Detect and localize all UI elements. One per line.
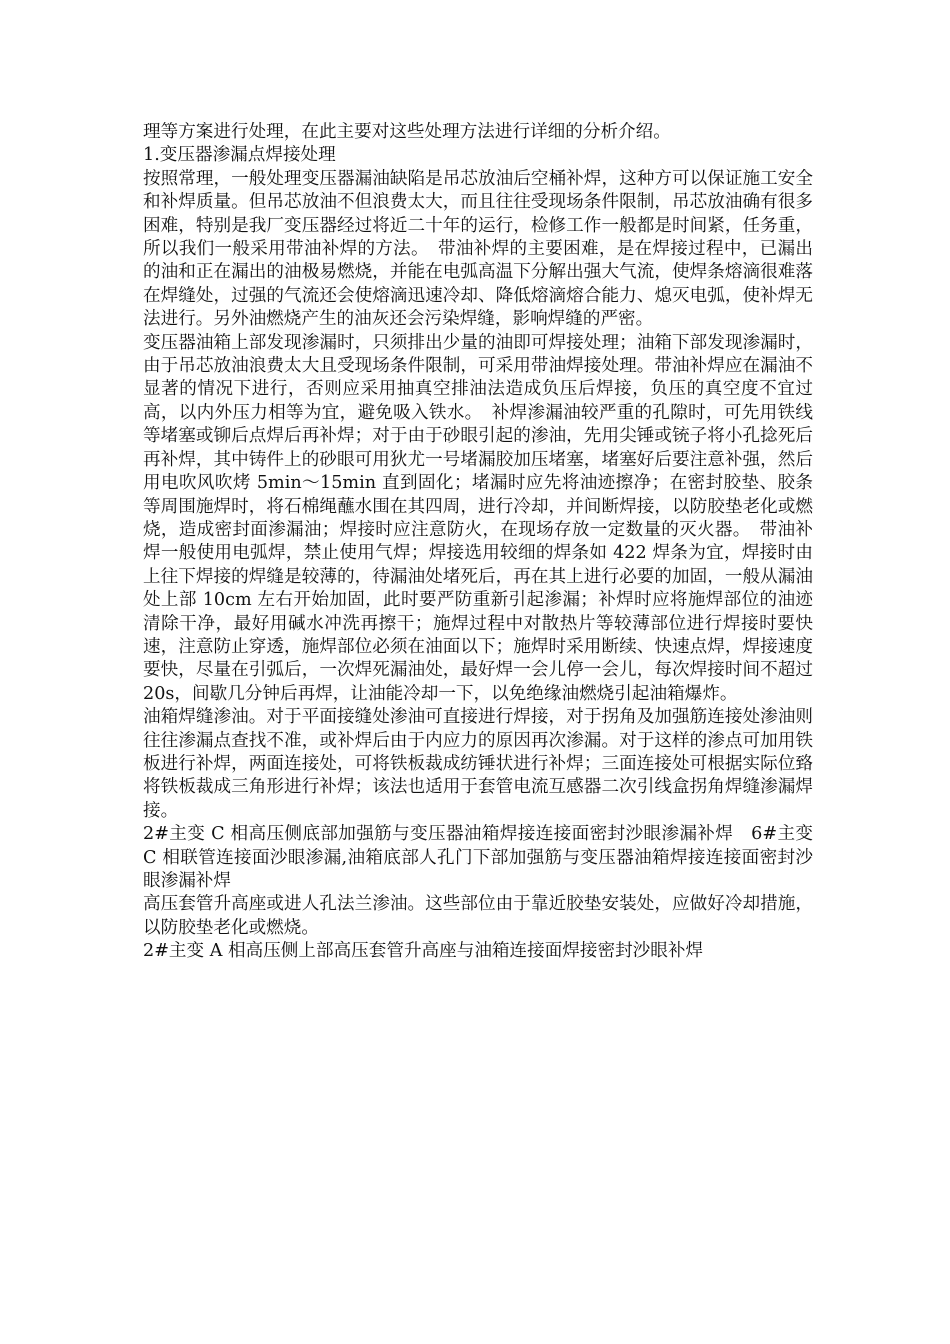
paragraph-tank-leak-procedure: 变压器油箱上部发现渗漏时，只须排出少量的油即可焊接处理；油箱下部发现渗漏时，由于吊芯放油浪费太大且受现场条件限制，可采用带油焊接处理。带油补焊应在漏油不显著的情况下进行，否则应采用抽真空排油法造成负压后焊接，负压的真空度不宜过高，以内外压力相等为宜，避免吸入铁水。 补焊渗漏油较严重的孔隙时，可先用铁线等堵塞或铆后点焊后再补焊；对于由于砂眼引起的渗油，先用尖锤或铳子将小孔捻死后再补焊，其中铸件上的砂眼可用狄尤一号堵漏胶加压堵塞，堵塞好后要注意补强，然后用电吹风吹烤 5min～15min 直到固化；堵漏时应先将油迹擦净；在密封胶垫、胶条等周围施焊时，将石棉绳蘸水围在其四周，进行冷却，并间断焊接，以防胶垫老化或燃烧，造成密封面渗漏油；焊接时应注意防火，在现场存放一定数量的灭火器。 带油补焊一般使用电弧焊，禁止使用气焊；焊接选用较细的焊条如 422 焊条为宜，焊接时由上往下焊接的焊缝是较薄的，待漏油处堵死后，再在其上进行必要的加固，一般从漏油处上部 10cm 左右开始加固，此时要严防重新引起渗漏；补焊时应将施焊部位的油迹清除干净，最好用碱水冲洗再擦干；施焊过程中对散热片等较薄部位进行焊接时要快速，注意防止穿透，施焊部位必须在油面以下；施焊时采用断续、快速点焊，焊接速度要快，尽量在引弧后，一次焊死漏油处，最好焊一会儿停一会儿，每次焊接时间不超过 20s，间歇几分钟后再焊，让油能冷却一下，以免绝缘油燃烧引起油箱爆炸。 (143, 332, 813, 704)
paragraph-photo-caption-1: 2#主变 C 相高压侧底部加强筋与变压器油箱焊接连接面密封沙眼渗漏补焊 6#主变 C 相联管连接面沙眼渗漏,油箱底部人孔门下部加强筋与变压器油箱焊接连接面密封沙眼渗漏补焊 (143, 824, 813, 891)
paragraph-weld-seam-leak: 油箱焊缝渗油。对于平面接缝处渗油可直接进行焊接，对于拐角及加强筋连接处渗油则往往渗漏点查找不准，或补焊后由于内应力的原因再次渗漏。对于这样的渗点可加用铁板进行补焊，两面连接处，可将铁板裁成纺锤状进行补焊；三面连接处可根据实际位臵将铁板裁成三角形进行补焊；该法也适用于套管电流互感器二次引线盒拐角焊缝渗漏焊接。 (143, 707, 813, 821)
section-heading: 1.变压器渗漏点焊接处理 (143, 145, 336, 166)
paragraph-oil-filled-welding: 按照常理，一般处理变压器漏油缺陷是吊芯放油后空桶补焊，这种方可以保证施工安全和补焊质量。但吊芯放油不但浪费太大，而且往往受现场条件限制，吊芯放油确有很多困难，特别是我厂变压器经过将近二十年的运行，检修工作一般都是时间紧，任务重，所以我们一般采用带油补焊的方法。 带油补焊的主要困难，是在焊接过程中，已漏出的油和正在漏出的油极易燃烧，并能在电弧高温下分解出强大气流，使焊条熔滴很难落在焊缝处，过强的气流还会使熔滴迅速冷却、降低熔滴熔合能力、熄灭电弧，使补焊无法进行。另外油燃烧产生的油灰还会污染焊缝，影响焊缝的严密。 (143, 168, 813, 330)
document-body (143, 121, 813, 964)
paragraph-bushing-flange-leak: 高压套管升高座或进人孔法兰渗油。这些部位由于靠近胶垫安装处，应做好冷却措施，以防胶垫老化或燃烧。 (143, 894, 813, 938)
paragraph-intro-tail: 理等方案进行处理，在此主要对这些处理方法进行详细的分析介绍。 (143, 122, 671, 142)
paragraph-photo-caption-2: 2#主变 A 相高压侧上部高压套管升高座与油箱连接面焊接密封沙眼补焊 (143, 941, 704, 962)
